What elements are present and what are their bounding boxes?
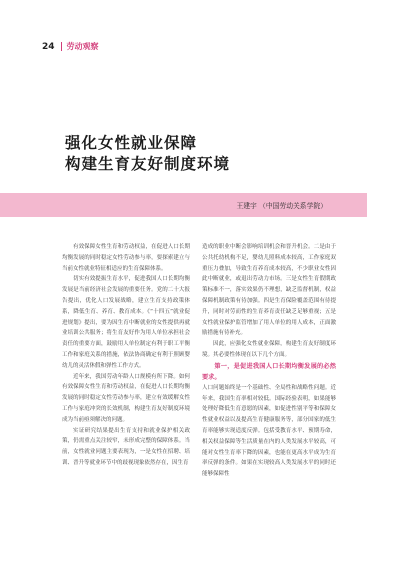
page-number: 24: [42, 41, 55, 52]
author-byline: 王建宇 （中国劳动关系学院）: [236, 202, 327, 210]
article-title: [65, 133, 230, 175]
body-column-right: [202, 242, 336, 480]
title-line-1: 强化女性就业保障: [65, 134, 198, 152]
paragraph: 造成的职业中断会影响培训机会和晋升机会。二是由于公共托幼机构不足，婴幼儿照料成本较高，工作家庭双重压力叠加，导致生育养育成本较高，不少职业女性因此中断就业，或退出劳动力市场。三是女性生育假期政策标准不一，落实效果仍不理想，缺乏监督机制，权益保障机制政策有待加强。四是生育保险覆盖范围有待提升，同时对劳而性的生育养育责任缺乏足够重视；五是女性就业保护监管增加了用人单位的用人成本，正面激励措施有待补充。: [202, 244, 336, 337]
paragraph: 切实有效提振生育水平，促进我国人口长期均衡发展是当前经济社会发展的重要任务。党的二十大报告提出，优化人口发展战略，建立生育支持政策体系，降低生育、养育、教育成本。《“十四五”就业促进规划》提出，要为因生育中断就业的女性提供再就业培训公共服务；将生育友好作为用人单位承担社会责任的重要方面，鼓励用人单位制定有利于职工平衡工作和家庭关系的措施，依法协商确定有利于照顾婴幼儿的灵活休假和弹性工作方式。: [62, 276, 190, 369]
section-name: 劳动观察: [66, 42, 99, 51]
paragraph: 实证研究结果提出生育支持和就业保护相关政策，仍需重点关注较窄，未形成完整的保障体系。当前，女性就业问题主要表现为，一是女性在招聘、培训、晋升等就业环节中的歧视现象依然存在，因生育: [62, 427, 190, 466]
paragraph: 人口问题始终是一个基础性、全局性和战略性问题。近年来，我国生育率相对较低。国际经验表明，如果能够处理好降低生育意愿的因素，如促进性别平等和保障女性就业权益以及提高生育健康服务等，部分国家的低生育率能够实现适度反弹。包括受教育水平、预期寿命，相关权益保障等生活质量在内的人类发展水平较高，可能对女性生育率下降的因素，也能在更高水平成为生育率反弹的条件。如果在实现较高人类发展水平的同时还能够保障性: [202, 384, 336, 478]
paragraph: 有效保障女性生育和劳动权益，在促进人口长期均衡发展的同时稳定女性劳动参与率，要探索建立与当前女性就业特征相适应的生育保障体系。: [62, 244, 190, 272]
body-column-left: [62, 242, 190, 469]
page-header: [42, 41, 99, 52]
header-divider: [61, 42, 62, 51]
paragraph: 因此，应强化女性就业保障，构建生育友好制度环境。其必要性体现在以下几个方面。: [202, 341, 336, 358]
section-subheading: 第一，是促进我国人口长期均衡发展的必然要求。: [202, 362, 336, 381]
paragraph: 近年来，我国劳动年龄人口规模有所下降。如何有效保障女性生育和劳动权益，在促进人口长期均衡发展的同时稳定女性劳动参与率，建立有效缓解女性工作与家庭冲突的长效机制，构建生育友好制度环境成为当前亟须解决的问题。: [62, 373, 190, 423]
author-band: [0, 193, 367, 217]
title-line-2: 构建生育友好制度环境: [65, 155, 231, 173]
